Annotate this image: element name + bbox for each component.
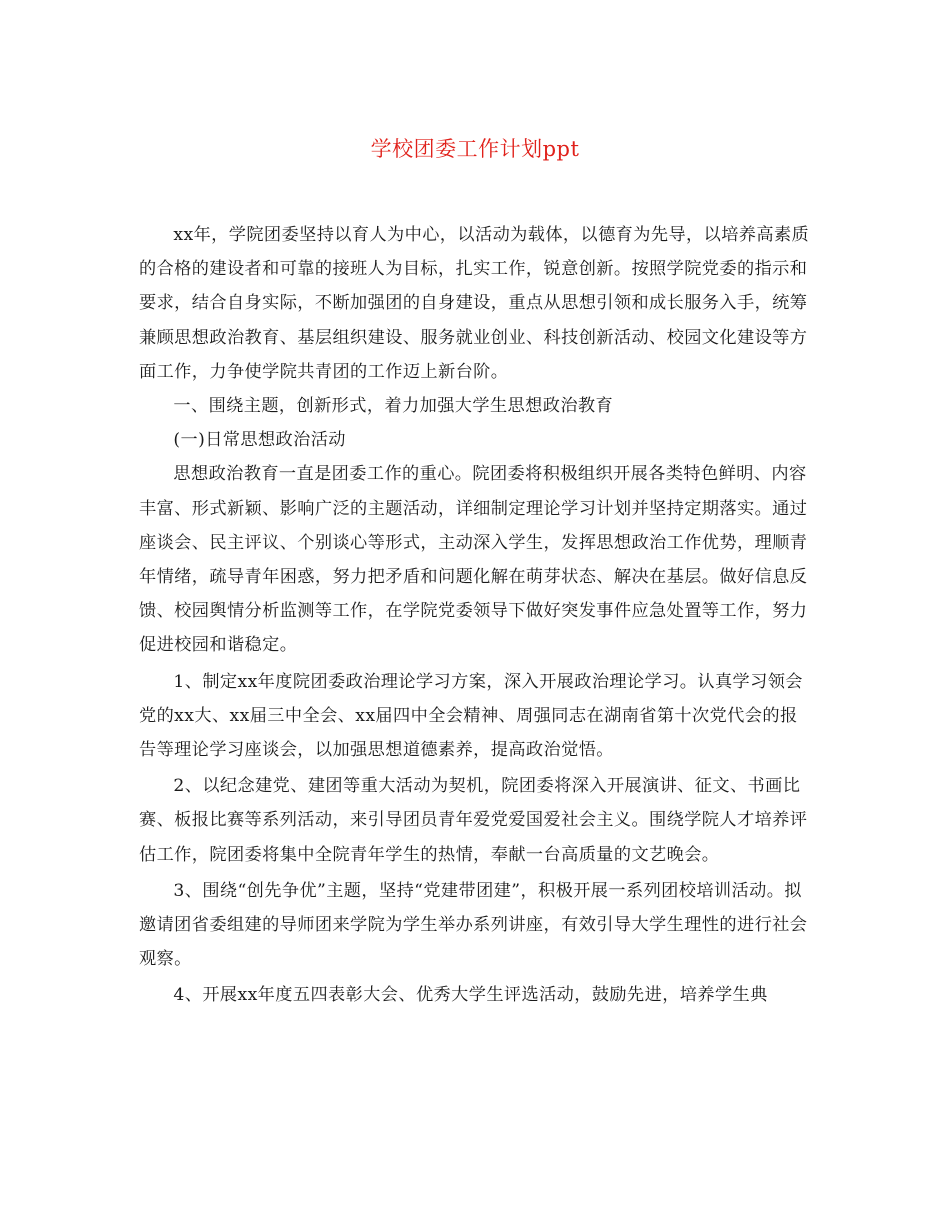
document-title: 学校团委工作计划ppt [370, 137, 580, 161]
list-item-4: 4、开展xx年度五四表彰大会、优秀大学生评选活动，鼓励先进，培养学生典 [173, 985, 768, 1006]
list-item-1: 1、制定xx年度院团委政治理论学习方案，深入开展政治理论学习。认真学习领会党的xx大、xx届三中全会、xx届四中全会精神、周强同志在湖南省第十次党代会的报告等理论学习座谈会，以加强思想道德素养，提高政治觉悟。 [139, 671, 803, 761]
paragraph-ideology: 思想政治教育一直是团委工作的重心。院团委将积极组织开展各类特色鲜明、内容丰富、形式新颖、影响广泛的主题活动，详细制定理论学习计划并坚持定期落实。通过座谈会、民主评议、个别谈心等形式，主动深入学生，发挥思想政治工作优势，理顺青年情绪，疏导青年困惑，努力把矛盾和问题化解在萌芽状态、解决在基层。做好信息反馈、校园舆情分析监测等工作，在学院党委领导下做好突发事件应急处置等工作，努力促进校园和谐稳定。 [139, 464, 808, 656]
paragraph-intro: xx年，学院团委坚持以育人为中心，以活动为载体，以德育为先导，以培养高素质的合格的建设者和可靠的接班人为目标，扎实工作，锐意创新。按照学院党委的指示和要求，结合自身实际，不断加强团的自身建设，重点从思想引领和成长服务入手，统筹兼顾思想政治教育、基层组织建设、服务就业创业、科技创新活动、校园文化建设等方面工作，力争使学院共青团的工作迈上新台阶。 [139, 225, 810, 382]
subsection-heading-1: (一)日常思想政治活动 [173, 430, 346, 451]
list-item-3: 3、围绕“创先争优”主题，坚持“党建带团建”，积极开展一系列团校培训活动。拟邀请团省委组建的导师团来学院为学生举办系列讲座，有效引导大学生理性的进行社会观察。 [139, 880, 808, 970]
section-heading-1: 一、围绕主题，创新形式，着力加强大学生思想政治教育 [173, 396, 614, 417]
list-item-2: 2、以纪念建党、建团等重大活动为契机，院团委将深入开展演讲、征文、书画比赛、板报比赛等系列活动，来引导团员青年爱党爱国爱社会主义。围绕学院人才培养评估工作，院团委将集中全院青年学生的热情，奉献一台高质量的文艺晚会。 [139, 776, 808, 865]
document-body [139, 218, 811, 1013]
